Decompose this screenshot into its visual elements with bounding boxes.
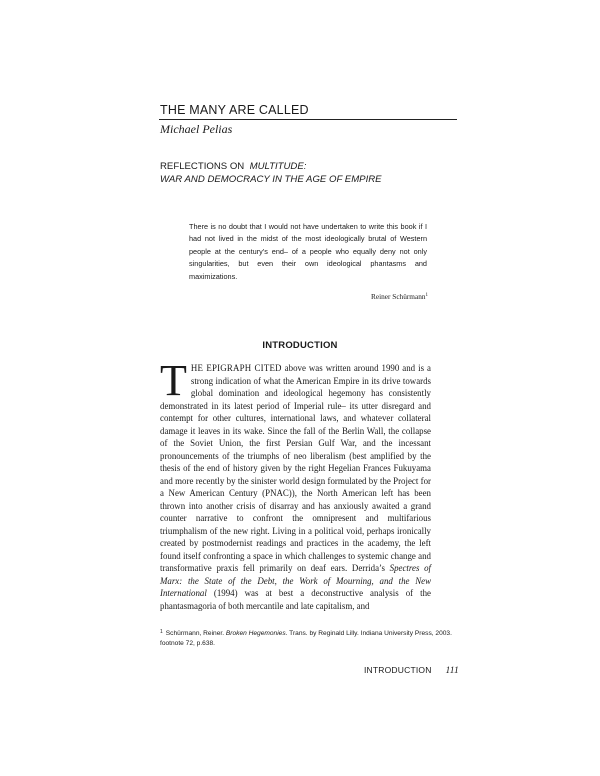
epigraph-author: Reiner Schürmann <box>370 292 426 301</box>
epigraph-attribution <box>371 292 428 301</box>
subtitle-prefix: REFLECTIONS ON <box>160 161 245 172</box>
footnote-text-after: . Trans. by Reginald Lilly. Indiana University Press, 2003. footnote 72, p.638. <box>160 630 452 647</box>
running-footer <box>364 665 459 676</box>
footnote-number: 1 <box>160 629 163 635</box>
page-number: 111 <box>445 666 459 676</box>
book-title: Spectres of Marx: the State of the Debt, the Work of Mourning, and the New International <box>160 563 432 598</box>
lead-in-caps: HE EPIGRAPH CITED <box>190 363 282 373</box>
running-footer-label: INTRODUCTION <box>363 665 432 675</box>
article-subtitle <box>160 160 382 186</box>
article-title: THE MANY ARE CALLED <box>160 103 309 117</box>
epigraph-text: There is no doubt that I would not have undertaken to write this book if I had not lived in the midst of the most ideologically brutal of Western people at the century’s end– of a people who equally deny not only singularities, but even their own ideological phantasms and maximizations. <box>189 222 427 281</box>
author-name: Michael Pelias <box>160 122 233 136</box>
footnote <box>160 627 460 649</box>
subtitle-italic: MULTITUDE: <box>249 161 307 172</box>
footnote-book: Broken Hegemonies <box>225 630 286 637</box>
footnote-ref[interactable]: 1 <box>425 293 428 298</box>
body-text <box>160 356 432 612</box>
section-heading: INTRODUCTION <box>262 340 338 351</box>
drop-cap: T <box>160 356 187 405</box>
subtitle-line-2: WAR AND DEMOCRACY IN THE AGE OF EMPIRE <box>160 174 382 185</box>
body-paragraph-end: (1994) was at best a deconstructive analysis of the phantasmagoria of both mercantile and late capitalism, and <box>160 588 431 611</box>
footnote-text-before: Schürmann, Reiner. <box>165 630 226 637</box>
title-rule <box>159 119 457 120</box>
body-paragraph: above was written around 1990 and is a strong indication of what the American Empire in its drive towards global domination and ideological hegemony has consistently demonstrated in its latest period of Imperial rule– its utter disregard and contempt for other cultures, international laws, and whatever collateral damage it leaves in its wake. Since the fall of the Berlin Wall, the collapse of the Soviet Union, the first Persian Gulf War, and the incessant pronouncements of the triumphs of neo liberalism (best amplified by the thesis of the end of history given by the right Hegelian Frances Fukuyama and more recently by the sinister world design formulated by the Project for a New American Century (PNAC)), the North American left has been thrown into another crisis of disarray and has anxiously awaited a grand counter narrative to confront the omnipresent and multifarious triumphalism of the new right. Living in a political void, perhaps ironically created by postmodernist readings and practices in the academy, the left found itself confronting a space in which challenges to systemic change and transformative praxis fell primarily on deaf ears. Derrida’s <box>160 363 431 573</box>
subtitle-line-1 <box>160 160 382 173</box>
